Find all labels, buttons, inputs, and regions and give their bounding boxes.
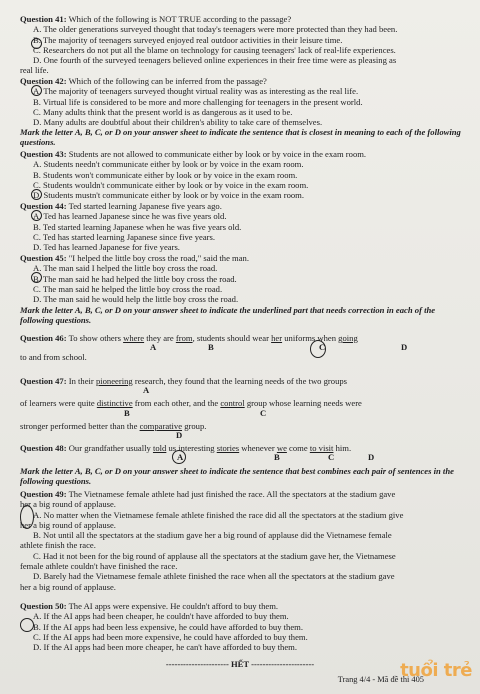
question-number: Question 49: bbox=[20, 489, 67, 499]
question-continued: to and from school. bbox=[20, 352, 87, 363]
question-45 bbox=[20, 253, 466, 304]
answer-mark-q46 bbox=[310, 340, 326, 358]
label-d: D bbox=[401, 342, 408, 353]
answer-mark-q50 bbox=[20, 618, 34, 632]
option-c: C. Had it not been for the big round of applause all the spectators at the stadium gave her, the Vietnamese bbox=[33, 550, 396, 561]
option-d: D. If the AI apps had been more cheaper, he can't have afforded to buy them. bbox=[33, 642, 298, 653]
question-stem: The AI apps were expensive. He couldn't afford to buy them. bbox=[68, 601, 279, 611]
question-50 bbox=[20, 601, 466, 652]
part-labels-line-1 bbox=[20, 386, 466, 395]
answer-mark-q41 bbox=[31, 38, 42, 49]
instruction-error-identification: Mark the letter A, B, C, or D on your answer sheet to indicate the underlined part that needs correction in each of the following questions. bbox=[20, 305, 436, 326]
underlined-part-c: control bbox=[220, 398, 245, 409]
underlined-part-a: where bbox=[123, 333, 145, 343]
option-d: D. One fourth of the surveyed teenagers believed online experiences in their free time were as pleasing as bbox=[33, 55, 397, 66]
label-b: B bbox=[124, 407, 130, 418]
question-41 bbox=[20, 14, 466, 76]
instruction-combine-sentences: Mark the letter A, B, C, or D on your answer sheet to indicate the sentence that best combines each pair of sentences in the following questions. bbox=[20, 466, 454, 487]
underlined-part-c: we bbox=[276, 443, 287, 453]
underlined-part-d: comparative bbox=[139, 420, 183, 431]
part-labels-line-2 bbox=[20, 409, 466, 418]
option-c: C. Many adults think that the present world is as dangerous as it used to be. bbox=[33, 106, 293, 117]
option-a: A. The older generations surveyed thought that today's teenagers were more protected than they had been. bbox=[33, 24, 398, 35]
option-a: A. The majority of teenagers surveyed thought virtual reality was as interesting as the real life. bbox=[33, 86, 359, 97]
option-a: A. The man said I helped the little boy cross the road. bbox=[33, 263, 218, 274]
option-a: A. If the AI apps had been cheaper, he couldn't have afforded to buy them. bbox=[33, 611, 289, 622]
label-b: B bbox=[274, 452, 280, 463]
question-47: Question 47: In their pioneering research, they found that the learning needs of the two groups A of learners were quite distinctive from each other, and the control group whose learning needs were B C stronger performed better than the comparative group. D bbox=[20, 376, 466, 440]
option-a: A. Students needn't communicate either by look or by voice in the exam room. bbox=[33, 159, 304, 170]
option-a: A. No matter when the Vietnamese female athlete finished the race did all the spectators at the stadium give bbox=[33, 509, 404, 520]
label-c: C bbox=[319, 342, 326, 353]
option-d: D. Many adults are doubtful about their children's ability to take care of themselves. bbox=[33, 117, 323, 128]
label-c: C bbox=[260, 407, 267, 418]
option-b: B. The majority of teenagers surveyed enjoyed real outdoor activities in their leisure time. bbox=[33, 34, 343, 45]
option-d: D. Barely had the Vietnamese female athlete finished the race when all the spectators at the stadium gave bbox=[33, 571, 395, 582]
option-c-continued: female athlete couldn't have finished the race. bbox=[20, 561, 178, 572]
option-b: B. If the AI apps had been less expensive, he could have afforded to buy them. bbox=[33, 621, 303, 632]
question-stem: Ted started learning Japanese five years ago. bbox=[68, 201, 222, 211]
underlined-part-d: to visit bbox=[309, 443, 334, 453]
part-labels bbox=[20, 343, 466, 352]
question-43 bbox=[20, 149, 466, 200]
question-46: Question 46: To show others where they are from, students should wear her uniforms when going A B C D to and from school. bbox=[20, 333, 466, 363]
option-c: C. Students wouldn't communicate either by look or by voice in the exam room. bbox=[33, 179, 309, 190]
answer-mark-q43 bbox=[31, 189, 42, 200]
instruction-closest-meaning: Mark the letter A, B, C, or D on your answer sheet to indicate the sentence that is closest in meaning to each of the following questions. bbox=[20, 127, 461, 148]
option-c: C. The man said he helped the little boy cross the road. bbox=[33, 283, 223, 294]
option-b: B. Virtual life is considered to be more and more challenging for teenagers in the present world. bbox=[33, 96, 363, 107]
underlined-part-c: her bbox=[271, 333, 283, 343]
underlined-part-a: told bbox=[152, 443, 167, 453]
option-b: B. Students won't communicate either by look or by voice in the exam room. bbox=[33, 169, 298, 180]
option-d: D. The man said he would help the little boy cross the road. bbox=[33, 294, 239, 305]
end-marker: ---------------------- HẾT ---------------------- bbox=[165, 659, 315, 669]
question-number: Question 47: bbox=[20, 376, 67, 386]
option-b-continued: athlete finish the race. bbox=[20, 540, 96, 551]
page-number: Trang 4/4 - Mã đề thi 405 bbox=[337, 675, 424, 684]
question-number: Question 41: bbox=[20, 14, 67, 24]
answer-mark-q48 bbox=[172, 450, 186, 464]
question-42 bbox=[20, 76, 466, 127]
question-number: Question 48: bbox=[20, 443, 67, 453]
option-d-continued: real life. bbox=[20, 65, 49, 76]
question-stem: "I helped the little boy cross the road," said the man. bbox=[68, 253, 249, 263]
underlined-part-b: from bbox=[175, 333, 193, 343]
label-a: A bbox=[177, 452, 184, 463]
option-b: B. Ted started learning Japanese when he was five years old. bbox=[33, 221, 242, 232]
option-b: B. Not until all the spectators at the stadium gave her a big round of applause did the Vietnamese female bbox=[33, 530, 392, 541]
option-b: B. The man said he had helped the little boy cross the road. bbox=[33, 273, 237, 284]
answer-mark-q42 bbox=[31, 85, 42, 96]
question-number: Question 42: bbox=[20, 76, 67, 86]
question-stem: Which of the following can be inferred from the passage? bbox=[68, 76, 267, 86]
option-c: C. If the AI apps had been more expensive, he could have afforded to buy them. bbox=[33, 631, 308, 642]
label-c: C bbox=[328, 452, 335, 463]
option-d: D. Ted has learned Japanese for five years. bbox=[33, 242, 180, 253]
option-c: C. Ted has started learning Japanese since five years. bbox=[33, 231, 216, 242]
question-stem-continued: her a big round of applause. bbox=[20, 499, 116, 510]
underlined-part-b: distinctive bbox=[96, 398, 133, 409]
label-b: B bbox=[208, 342, 214, 353]
part-labels-line-3 bbox=[20, 431, 466, 440]
question-number: Question 45: bbox=[20, 253, 67, 263]
question-number: Question 44: bbox=[20, 201, 67, 211]
part-labels bbox=[20, 453, 466, 462]
option-c: C. Researchers do not put all the blame on technology for causing teenagers' lack of real-life experiences. bbox=[33, 44, 396, 55]
question-stem: Students are not allowed to communicate either by look or by voice in the exam room. bbox=[68, 149, 367, 159]
question-44 bbox=[20, 201, 466, 252]
option-d-continued: her a big round of applause. bbox=[20, 581, 116, 592]
question-stem: Which of the following is NOT TRUE according to the passage? bbox=[68, 14, 292, 24]
newspaper-watermark-logo: tuổi trẻ bbox=[400, 660, 472, 681]
underlined-part-d: going bbox=[338, 333, 358, 343]
underlined-part-a: pioneering bbox=[95, 376, 133, 386]
answer-mark-q49 bbox=[20, 505, 34, 529]
answer-mark-q44 bbox=[31, 210, 42, 221]
answer-mark-q45 bbox=[31, 272, 42, 283]
question-48: Question 48: Our grandfather usually told us interesting stories whenever we come to visit him. A B C D bbox=[20, 443, 466, 462]
label-a: A bbox=[143, 385, 150, 396]
label-d: D bbox=[368, 452, 375, 463]
question-49 bbox=[20, 489, 466, 592]
option-a: A. Ted has learned Japanese since he was five years old. bbox=[33, 211, 227, 222]
underlined-part-b: stories bbox=[216, 443, 240, 453]
option-a-continued: her a big round of applause. bbox=[20, 519, 116, 530]
option-d: D. Students mustn't communicate either by look or by voice in the exam room. bbox=[33, 190, 305, 201]
label-d: D bbox=[176, 429, 183, 440]
label-a: A bbox=[150, 342, 157, 353]
question-number: Question 43: bbox=[20, 149, 67, 159]
question-number: Question 50: bbox=[20, 601, 67, 611]
question-number: Question 46: bbox=[20, 333, 67, 343]
question-stem: The Vietnamese female athlete had just finished the race. All the spectators at the stadium gave bbox=[68, 489, 396, 499]
